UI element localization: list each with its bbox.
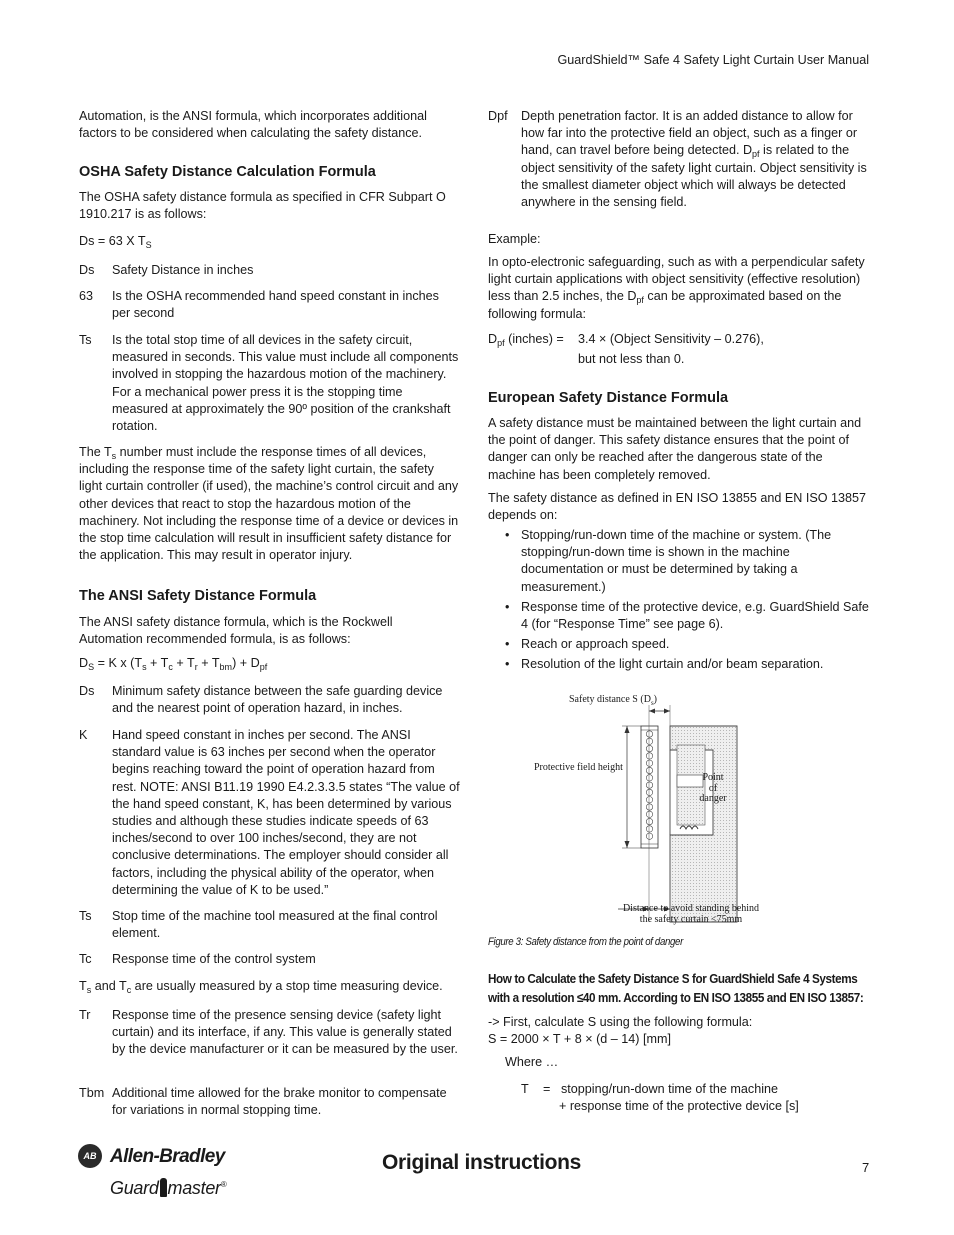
- osha-def-63: 63 Is the OSHA recommended hand speed constant in inches per second: [79, 289, 439, 321]
- beam-circle: [646, 804, 652, 810]
- osha-def-ts: Ts Is the total stop time of all devices in the safety circuit, measured in seconds. This value must include all components involved in stopping the hazardous motion of the machinery. For a mechanical power press it is the stopping time measured at approximately the 90º position of the crankshaft rotation.: [79, 333, 459, 434]
- beam-circle: [646, 775, 652, 781]
- european-heading: European Safety Distance Formula: [488, 390, 729, 406]
- figure-caption: Figure 3: Safety distance from the point of danger: [488, 936, 683, 948]
- howto-heading-line1: How to Calculate the Safety Distance S for GuardShield Safe 4 Systems: [488, 971, 858, 986]
- figure-label-safety-distance: Safety distance S $(D_s)$: [569, 694, 658, 707]
- ansi-heading: The ANSI Safety Distance Formula: [79, 588, 317, 604]
- allen-bradley-wordmark: Allen-Bradley: [110, 1146, 225, 1167]
- howto-heading-line2: with a resolution ≤40 mm. According to EN ISO 13855 and EN ISO 13857:: [488, 990, 864, 1005]
- figure-label-point-of-danger: Point of danger: [699, 772, 727, 804]
- beam-circle: [646, 797, 652, 803]
- beam-circle: [646, 745, 652, 751]
- european-paragraph-1: A safety distance must be maintained between the light curtain and the point of danger. This safety distance ensures that the point of danger can only be reached after the dangerous state of the machine has been completely removed.: [488, 416, 862, 482]
- where-text: Where …: [505, 1055, 559, 1069]
- field-height-dimension: [622, 726, 641, 848]
- intro-paragraph: Automation, is the ANSI formula, which incorporates additional factors to be considered when calculating the safety distance.: [79, 109, 427, 141]
- beam-circle: [646, 789, 652, 795]
- european-paragraph-2: The safety distance as defined in EN ISO 13855 and EN ISO 13857 depends on:: [488, 491, 867, 523]
- ansi-def-k: K Hand speed constant in inches per second. The ANSI standard value is 63 inches per second when the operator begins reaching toward the point of operation hazard from rest. NOTE: ANSI B11.19 1990 E4.2.3.3.5 states “The value of the hand speed constant, K, has been determined by various studies and although these studies indicate speeds of 63 inches/second to over 100 inches/second, they are not conclusive determinations. The employer should consider all factors, including the physical ability of the operator, when determining the value of K to be used.”: [79, 728, 460, 897]
- beam-circle: [646, 782, 652, 788]
- dpf-formula-line1: 3.4 × (Object Sensitivity – 0.276),: [578, 332, 764, 346]
- example-paragraph: In opto-electronic safeguarding, such as with a perpendicular safety light curtain applications with object sensitivity (effective resolution) less than 2.5 inches, the $D_{pf}$ can be approximated based on the following formula:: [488, 255, 865, 321]
- ansi-def-tr: Tr Response time of the presence sensing device (safety light curtain) and its interface, if any. This value is generally stated by the device manufacturer or it can be measured by the user.: [79, 1008, 458, 1057]
- t-line2: + response time of the protective device [s]: [559, 1099, 799, 1113]
- beam-circle: [646, 826, 652, 832]
- list-item: • Stopping/run-down time of the machine or system. (The stopping/run-down time is shown in the machine documentation or must be determined by taking a measurement.): [488, 527, 871, 596]
- t-line1: stopping/run-down time of the machine: [561, 1082, 779, 1096]
- t-term: T: [521, 1082, 529, 1096]
- running-header: GuardShield™ Safe 4 Safety Light Curtain User Manual: [557, 53, 869, 67]
- figure-label-field-height: Protective field height: [534, 762, 623, 773]
- safety-distance-diagram: [530, 690, 780, 932]
- dpf-definition: Dpf Depth penetration factor. It is an added distance to allow for how far into the protective field an object, such as a finger or hand, can travel before being detected. $D_{pf}$ is related to the object sensitivity of the safety light curtain. Object sensitivity is the smallest diameter object which will always be detected anywhere in the sensing field.: [488, 109, 867, 210]
- beam-circle: [646, 833, 652, 839]
- ansi-paragraph: The ANSI safety distance formula, which is the Rockwell Automation recommended formula, is as follows:: [79, 615, 393, 647]
- osha-formula: Ds = 63 X $T_S$: [79, 234, 152, 250]
- osha-def-ds: Ds Safety Distance in inches: [79, 263, 254, 277]
- formula-s: S = 2000 × T + 8 × (d – 14) [mm]: [488, 1032, 671, 1046]
- spring-coil: [680, 826, 698, 829]
- guardmaster-figure-icon: [160, 1178, 167, 1197]
- list-item: • Resolution of the light curtain and/or beam separation.: [488, 656, 871, 673]
- beam-circle: [646, 818, 652, 824]
- page-number: 7: [862, 1160, 870, 1175]
- beam-circle: [646, 731, 652, 737]
- osha-heading: OSHA Safety Distance Calculation Formula: [79, 164, 376, 180]
- original-instructions: Original instructions: [382, 1151, 582, 1174]
- ansi-def-ds: Ds Minimum safety distance between the safe guarding device and the nearest point of operation hazard, in inches.: [79, 684, 443, 716]
- ts-tc-note: $T_s$ and $T_c$ are usually measured by a stop time measuring device.: [79, 979, 443, 995]
- european-bullet-list: [488, 527, 871, 674]
- beam-circle: [646, 811, 652, 817]
- ansi-def-ts: Ts Stop time of the machine tool measured at the final control element.: [79, 909, 438, 941]
- ts-paragraph: The $T_s$ number must include the response times of all devices, including the response time of the safety light curtain, the safety light curtain controller (if used), the machine’s control circuit and any other devices that react to stop the hazardous motion of the machinery. Not including the response time of a device or devices in the stop time calculation will result in insufficient safety distance for the application. This may result in operator injury.: [79, 445, 459, 563]
- osha-paragraph: The OSHA safety distance formula as specified in CFR Subpart O 1910.217 is as follows:: [79, 190, 446, 222]
- beam-circle: [646, 760, 652, 766]
- beam-circle: [646, 767, 652, 773]
- beam-circle: [646, 753, 652, 759]
- example-label: Example:: [488, 232, 541, 246]
- ansi-def-tc: Tc Response time of the control system: [79, 952, 316, 966]
- dpf-formula-lhs: $D_{pf}$ (inches) =: [488, 332, 564, 348]
- ansi-def-tbm: Tbm Additional time allowed for the brake monitor to compensate for variations in normal stopping time.: [79, 1086, 447, 1118]
- curtain-beams: [646, 731, 652, 840]
- first-calc-text: -> First, calculate S using the following formula:: [488, 1015, 753, 1029]
- ansi-formula: $D_S = K$ x $(T_s + T_c + T_r + T_{bm}) + D_{pf}$: [79, 656, 268, 672]
- guardmaster-logo: Guard master®: [110, 1178, 227, 1198]
- t-equals: =: [543, 1082, 551, 1096]
- allen-bradley-logo: AB: [78, 1144, 102, 1168]
- list-item: • Response time of the protective device, e.g. GuardShield Safe 4 (for “Response Time” see page 6).: [488, 599, 871, 633]
- beam-circle: [646, 738, 652, 744]
- dpf-formula-line2: but not less than 0.: [578, 352, 685, 366]
- list-item: • Reach or approach speed.: [488, 636, 871, 653]
- figure-label-standing-distance: Distance to avoid standing behind the safety curtain ≤75mm: [622, 903, 760, 925]
